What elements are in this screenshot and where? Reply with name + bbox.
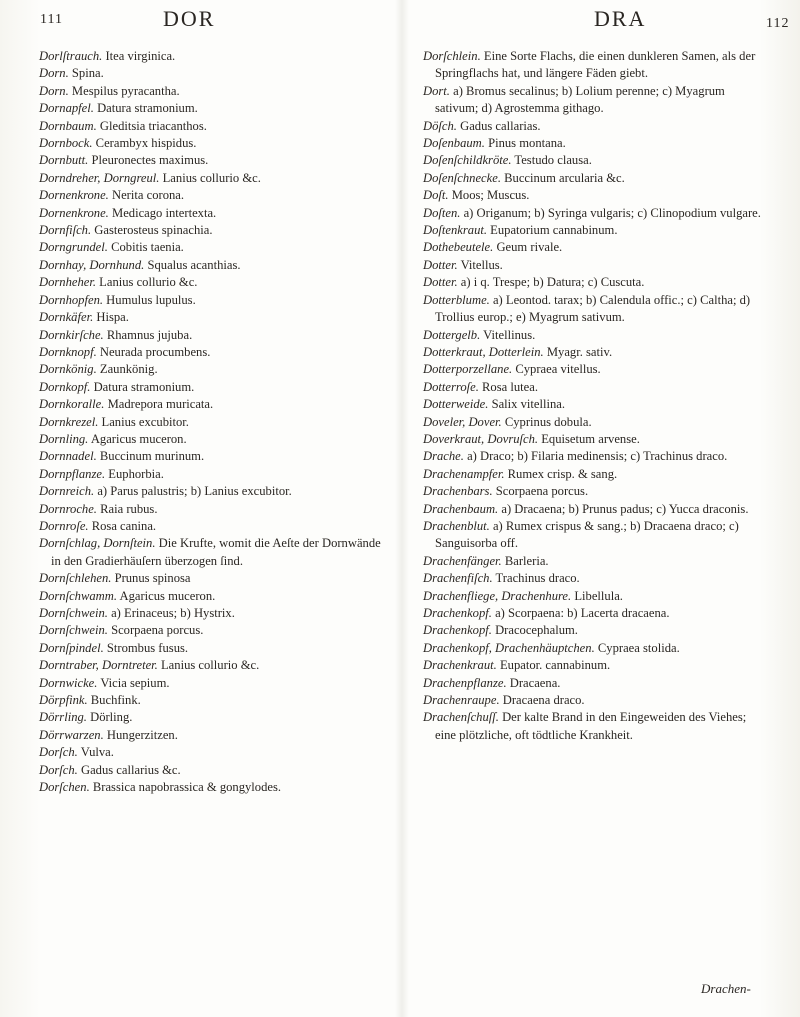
entry-definition: Rosa lutea. bbox=[482, 379, 538, 394]
entry-definition: Zaunkönig. bbox=[99, 362, 158, 377]
dictionary-entry bbox=[39, 65, 391, 82]
entry-definition: Die Krufte, womit die Aeſte der Dornwände in den Gradierhäuſern überzogen ſind. bbox=[51, 536, 381, 568]
entry-headword: Dornſchwein. bbox=[39, 623, 108, 638]
entry-definition: Buccinum arcularia &c. bbox=[504, 170, 625, 185]
entry-definition: Dörling. bbox=[90, 710, 133, 725]
entry-definition: a) Parus palustris; b) Lanius excubitor. bbox=[97, 484, 292, 499]
dictionary-entry bbox=[39, 570, 391, 587]
dictionary-entry bbox=[39, 118, 391, 135]
dictionary-entry bbox=[423, 414, 768, 431]
entry-definition: Rhamnus jujuba. bbox=[106, 327, 193, 342]
entry-definition: Prunus spinosa bbox=[114, 571, 191, 586]
entry-headword: Döſch. bbox=[423, 118, 457, 133]
entry-headword: Dornpflanze. bbox=[39, 466, 106, 481]
entry-headword: Dornwicke. bbox=[39, 675, 98, 690]
catchword: Drachen- bbox=[701, 981, 751, 996]
entry-definition: Vitellinus. bbox=[483, 327, 536, 342]
entry-headword: Dornkoralle. bbox=[39, 397, 105, 412]
entry-headword: Drachenfliege, Drachenhure. bbox=[423, 588, 572, 603]
entry-definition: a) Scorpaena: b) Lacerta dracaena. bbox=[495, 606, 670, 620]
entry-headword: Dornbutt. bbox=[39, 153, 89, 168]
entry-headword: Dothebeutele. bbox=[423, 240, 494, 255]
entry-headword: Dorſchlein. bbox=[423, 49, 481, 63]
dictionary-entry bbox=[39, 657, 391, 674]
entry-headword: Dornkäfer. bbox=[39, 310, 94, 325]
dictionary-entry bbox=[423, 570, 768, 587]
entry-headword: Dornenkrone. bbox=[39, 188, 109, 203]
dictionary-entry bbox=[39, 727, 391, 744]
entry-headword: Dornroche. bbox=[39, 501, 97, 516]
dictionary-entry bbox=[39, 779, 391, 796]
entry-definition: a) Bromus secalinus; b) Lolium perenne; c) Myagrum sativum; d) Agrostemma githago. bbox=[435, 83, 725, 116]
right-column bbox=[423, 48, 768, 744]
entry-definition: Buccinum murinum. bbox=[99, 449, 205, 464]
dictionary-entry bbox=[39, 239, 391, 256]
entry-headword: Dörpfink. bbox=[39, 693, 88, 708]
entry-headword: Drachenampfer. bbox=[423, 466, 505, 481]
entry-headword: Doveler, Dover. bbox=[423, 414, 502, 429]
dictionary-entry bbox=[423, 187, 768, 204]
entry-definition: Gadus callarias. bbox=[460, 118, 541, 133]
dictionary-entry bbox=[423, 361, 768, 378]
entry-definition: Rosa canina. bbox=[91, 518, 157, 533]
dictionary-entry bbox=[39, 535, 391, 570]
dictionary-entry bbox=[39, 152, 391, 169]
dictionary-entry bbox=[423, 205, 768, 222]
entry-definition: Eupatorium cannabinum. bbox=[490, 223, 618, 238]
entry-definition: Pinus montana. bbox=[488, 136, 566, 151]
entry-headword: Drachenblut. bbox=[423, 518, 490, 533]
dictionary-entry bbox=[39, 257, 391, 274]
entry-definition: Equisetum arvense. bbox=[541, 431, 640, 446]
entry-headword: Dornknopf. bbox=[39, 344, 97, 359]
dictionary-entry bbox=[423, 118, 768, 135]
dictionary-entry bbox=[423, 709, 768, 744]
entry-headword: Dornſchlag, Dornſtein. bbox=[39, 536, 156, 551]
entry-definition: a) Erinaceus; b) Hystrix. bbox=[111, 606, 235, 620]
right-page-number: 112 bbox=[766, 16, 790, 31]
entry-headword: Doſten. bbox=[423, 205, 461, 220]
entry-headword: Dotterkraut, Dotterlein. bbox=[423, 344, 544, 359]
dictionary-entry bbox=[39, 692, 391, 709]
dictionary-entry bbox=[423, 466, 768, 483]
entry-headword: Drachenbaum. bbox=[423, 501, 499, 516]
entry-definition: Buchfink. bbox=[90, 693, 141, 708]
entry-definition: Dracaena. bbox=[509, 675, 561, 690]
entry-headword: Dorſch. bbox=[39, 762, 78, 777]
dictionary-entry bbox=[423, 501, 768, 518]
entry-definition: a) i q. Trespe; b) Datura; c) Cuscuta. bbox=[460, 275, 645, 290]
dictionary-entry bbox=[423, 135, 768, 152]
dictionary-entry bbox=[39, 292, 391, 309]
dictionary-entry bbox=[423, 483, 768, 500]
entry-definition: Cypraea vitellus. bbox=[515, 362, 601, 377]
dictionary-entry bbox=[39, 744, 391, 761]
entry-headword: Drachenkraut. bbox=[423, 658, 497, 673]
entry-headword: Drachenkopf. bbox=[423, 623, 492, 638]
entry-definition: a) Dracaena; b) Prunus padus; c) Yucca draconis. bbox=[501, 501, 749, 516]
entry-headword: Drachenbars. bbox=[423, 484, 493, 499]
entry-headword: Dornroſe. bbox=[39, 518, 89, 533]
entry-definition: Cerambyx hispidus. bbox=[95, 136, 197, 151]
entry-definition: Scorpaena porcus. bbox=[495, 484, 589, 499]
entry-definition: Hispa. bbox=[96, 310, 129, 325]
entry-headword: Doverkraut, Dovruſch. bbox=[423, 431, 539, 446]
entry-headword: Dornheher. bbox=[39, 275, 97, 290]
entry-definition: Agaricus muceron. bbox=[90, 431, 187, 446]
entry-headword: Dotter. bbox=[423, 275, 458, 290]
entry-headword: Doſtenkraut. bbox=[423, 223, 488, 238]
entry-definition: Lanius collurio &c. bbox=[160, 658, 260, 673]
entry-definition: Itea virginica. bbox=[105, 49, 176, 63]
dictionary-entry bbox=[39, 170, 391, 187]
entry-headword: Dornſchwamm. bbox=[39, 588, 118, 603]
entry-definition: Vulva. bbox=[80, 745, 114, 760]
entry-definition: Lanius collurio &c. bbox=[99, 275, 198, 290]
entry-definition: Strombus fusus. bbox=[106, 640, 189, 655]
dictionary-entry bbox=[39, 675, 391, 692]
entry-definition: Brassica napobrassica & gongylodes. bbox=[92, 780, 282, 795]
entry-headword: Drachenfänger. bbox=[423, 553, 502, 568]
entry-definition: Humulus lupulus. bbox=[106, 292, 196, 307]
dictionary-entry bbox=[39, 501, 391, 518]
entry-headword: Dorngrundel. bbox=[39, 240, 108, 255]
entry-definition: Der kalte Brand in den Eingeweiden des Viehes; eine plötzliche, oft tödtliche Krankheit. bbox=[435, 710, 747, 742]
entry-headword: Dotterroſe. bbox=[423, 379, 479, 394]
dictionary-entry bbox=[39, 762, 391, 779]
entry-headword: Dornfiſch. bbox=[39, 223, 92, 238]
entry-headword: Dornling. bbox=[39, 431, 89, 446]
entry-definition: Moos; Muscus. bbox=[451, 188, 530, 203]
entry-headword: Dornnadel. bbox=[39, 449, 97, 464]
dictionary-entry bbox=[423, 605, 768, 622]
dictionary-entry bbox=[423, 327, 768, 344]
dictionary-entry bbox=[39, 518, 391, 535]
entry-headword: Dorndreher, Dorngreul. bbox=[39, 170, 160, 185]
entry-headword: Dörrwarzen. bbox=[39, 727, 104, 742]
dictionary-entry bbox=[39, 605, 391, 622]
dictionary-entry bbox=[423, 170, 768, 187]
entry-headword: Dornkirſche. bbox=[39, 327, 104, 342]
dictionary-entry bbox=[39, 309, 391, 326]
entry-definition: Salix vitellina. bbox=[491, 397, 566, 412]
entry-definition: Raia rubus. bbox=[100, 501, 158, 516]
dictionary-entry bbox=[423, 222, 768, 239]
entry-headword: Dotterblume. bbox=[423, 292, 490, 307]
dictionary-entry bbox=[39, 640, 391, 657]
entry-definition: a) Draco; b) Filaria medinensis; c) Trachinus draco. bbox=[467, 449, 728, 464]
dictionary-entry bbox=[39, 187, 391, 204]
entry-definition: Gasterosteus spinachia. bbox=[94, 223, 213, 238]
entry-headword: Drachenpflanze. bbox=[423, 675, 507, 690]
dictionary-entry bbox=[423, 431, 768, 448]
dictionary-entry bbox=[39, 361, 391, 378]
page-gutter bbox=[395, 0, 409, 1017]
entry-definition: Myagr. sativ. bbox=[546, 344, 613, 359]
entry-headword: Dornenkrone. bbox=[39, 205, 109, 220]
entry-headword: Dornſchlehen. bbox=[39, 571, 112, 586]
entry-headword: Doſt. bbox=[423, 188, 449, 203]
entry-definition: Medicago intertexta. bbox=[112, 205, 217, 220]
entry-definition: Datura stramonium. bbox=[97, 101, 198, 116]
entry-headword: Dorſchen. bbox=[39, 780, 90, 795]
dictionary-entry bbox=[39, 83, 391, 100]
entry-definition: Gleditsia triacanthos. bbox=[99, 118, 207, 133]
entry-definition: Barleria. bbox=[504, 553, 549, 568]
dictionary-entry bbox=[39, 622, 391, 639]
entry-definition: Lanius collurio &c. bbox=[162, 170, 261, 185]
dictionary-entry bbox=[39, 274, 391, 291]
entry-definition: Cyprinus dobula. bbox=[504, 414, 592, 429]
entry-headword: Dornbaum. bbox=[39, 118, 97, 133]
dictionary-entry bbox=[39, 709, 391, 726]
dictionary-entry bbox=[423, 692, 768, 709]
entry-headword: Dörrling. bbox=[39, 710, 87, 725]
entry-definition: Gadus callarius &c. bbox=[80, 762, 181, 777]
entry-definition: a) Leontod. tarax; b) Calendula offic.; c) Caltha; d) Trollius europ.; e) Myagrum sativum. bbox=[435, 292, 751, 325]
entry-headword: Dornhay, Dornhund. bbox=[39, 257, 145, 272]
left-page-header bbox=[40, 6, 400, 46]
dictionary-entry bbox=[423, 657, 768, 674]
dictionary-entry bbox=[39, 344, 391, 361]
entry-headword: Dorn. bbox=[39, 66, 69, 81]
dictionary-entry bbox=[39, 448, 391, 465]
dictionary-entry bbox=[423, 257, 768, 274]
entry-headword: Dornreich. bbox=[39, 484, 95, 499]
dictionary-entry bbox=[39, 588, 391, 605]
dictionary-entry bbox=[423, 518, 768, 553]
dictionary-entry bbox=[423, 152, 768, 169]
entry-definition: Eine Sorte Flachs, die einen dunkleren Samen, als der Springflachs hat, und längere Fäden giebt. bbox=[435, 49, 756, 81]
dictionary-entry bbox=[423, 344, 768, 361]
dictionary-entry bbox=[423, 622, 768, 639]
left-page-number: 111 bbox=[40, 12, 63, 27]
entry-definition: Geum rivale. bbox=[496, 240, 563, 255]
dictionary-entry bbox=[423, 274, 768, 291]
entry-definition: Trachinus draco. bbox=[495, 571, 580, 586]
dictionary-entry bbox=[39, 135, 391, 152]
entry-definition: Madrepora muricata. bbox=[107, 397, 214, 412]
entry-definition: Eupator. cannabinum. bbox=[499, 658, 611, 673]
right-page-header bbox=[420, 6, 790, 46]
entry-headword: Dornſpindel. bbox=[39, 640, 104, 655]
dictionary-entry bbox=[423, 48, 768, 83]
dictionary-entry bbox=[423, 379, 768, 396]
dictionary-entry bbox=[39, 396, 391, 413]
entry-headword: Dornkönig. bbox=[39, 362, 97, 377]
dictionary-entry bbox=[39, 327, 391, 344]
entry-headword: Drachenkopf. bbox=[423, 606, 492, 620]
entry-definition: Euphorbia. bbox=[108, 466, 164, 481]
dictionary-entry bbox=[423, 239, 768, 256]
entry-definition: Neurada procumbens. bbox=[99, 344, 211, 359]
entry-definition: Rumex crisp. & sang. bbox=[507, 466, 618, 481]
entry-headword: Dornſchwein. bbox=[39, 606, 108, 620]
entry-definition: Scorpaena porcus. bbox=[111, 623, 204, 638]
entry-headword: Drachenſchuſſ. bbox=[423, 710, 499, 725]
entry-headword: Doſenſchildkröte. bbox=[423, 153, 512, 168]
dictionary-entry bbox=[39, 483, 391, 500]
entry-headword: Dornkopf. bbox=[39, 379, 91, 394]
dictionary-entry bbox=[39, 414, 391, 431]
entry-definition: Dracaena draco. bbox=[502, 693, 585, 708]
entry-definition: Pleuronectes maximus. bbox=[91, 153, 209, 168]
entry-headword: Drachenraupe. bbox=[423, 693, 500, 708]
dictionary-entry bbox=[39, 466, 391, 483]
entry-definition: a) Rumex crispus & sang.; b) Dracaena draco; c) Sanguisorba off. bbox=[435, 518, 739, 551]
entry-headword: Dorntraber, Dorntreter. bbox=[39, 658, 158, 673]
entry-definition: Cobitis taenia. bbox=[111, 240, 184, 255]
dictionary-entry bbox=[423, 588, 768, 605]
entry-headword: Dotterweide. bbox=[423, 397, 489, 412]
entry-definition: Datura stramonium. bbox=[93, 379, 195, 394]
entry-headword: Dornhopfen. bbox=[39, 292, 104, 307]
dictionary-entry bbox=[39, 431, 391, 448]
entry-definition: Cypraea stolida. bbox=[597, 640, 680, 655]
left-column bbox=[39, 48, 391, 796]
dictionary-entry bbox=[423, 675, 768, 692]
entry-headword: Drache. bbox=[423, 449, 464, 464]
entry-definition: Spina. bbox=[71, 66, 104, 81]
dictionary-entry bbox=[423, 448, 768, 465]
dictionary-entry bbox=[423, 553, 768, 570]
entry-headword: Dorlſtrauch. bbox=[39, 49, 103, 63]
entry-headword: Doſenſchnecke. bbox=[423, 170, 501, 185]
dictionary-entry bbox=[39, 48, 391, 65]
dictionary-entry bbox=[39, 100, 391, 117]
entry-definition: Hungerzitzen. bbox=[106, 727, 178, 742]
left-running-head: DOR bbox=[163, 6, 216, 31]
entry-headword: Dornbock. bbox=[39, 136, 93, 151]
dictionary-entry bbox=[39, 379, 391, 396]
dictionary-entry bbox=[423, 640, 768, 657]
entry-definition: Lanius excubitor. bbox=[101, 414, 189, 429]
entry-definition: Mespilus pyracantha. bbox=[71, 83, 180, 98]
entry-headword: Dornkrezel. bbox=[39, 414, 99, 429]
entry-definition: Squalus acanthias. bbox=[147, 257, 241, 272]
dictionary-entry bbox=[423, 396, 768, 413]
entry-headword: Dorn. bbox=[39, 83, 69, 98]
entry-headword: Dotter. bbox=[423, 257, 458, 272]
entry-headword: Dorſch. bbox=[39, 745, 78, 760]
entry-headword: Dort. bbox=[423, 83, 450, 98]
entry-headword: Dottergelb. bbox=[423, 327, 481, 342]
dictionary-entry bbox=[423, 83, 768, 118]
entry-definition: Dracocephalum. bbox=[495, 623, 578, 638]
entry-headword: Dotterporzellane. bbox=[423, 362, 513, 377]
dictionary-entry bbox=[423, 292, 768, 327]
entry-definition: Vicia sepium. bbox=[100, 675, 170, 690]
right-running-head: DRA bbox=[594, 6, 647, 31]
entry-definition: Libellula. bbox=[574, 588, 623, 603]
entry-definition: Nerita corona. bbox=[112, 188, 185, 203]
entry-headword: Drachenfiſch. bbox=[423, 571, 493, 586]
entry-definition: Testudo clausa. bbox=[514, 153, 592, 168]
dictionary-entry bbox=[39, 205, 391, 222]
entry-headword: Drachenkopf, Drachenhäuptchen. bbox=[423, 640, 595, 655]
entry-definition: Vitellus. bbox=[460, 257, 503, 272]
dictionary-entry bbox=[39, 222, 391, 239]
entry-headword: Doſenbaum. bbox=[423, 136, 485, 151]
entry-headword: Dornapfel. bbox=[39, 101, 94, 116]
entry-definition: Agaricus muceron. bbox=[119, 588, 216, 603]
entry-definition: a) Origanum; b) Syringa vulgaris; c) Clinopodium vulgare. bbox=[463, 205, 761, 220]
